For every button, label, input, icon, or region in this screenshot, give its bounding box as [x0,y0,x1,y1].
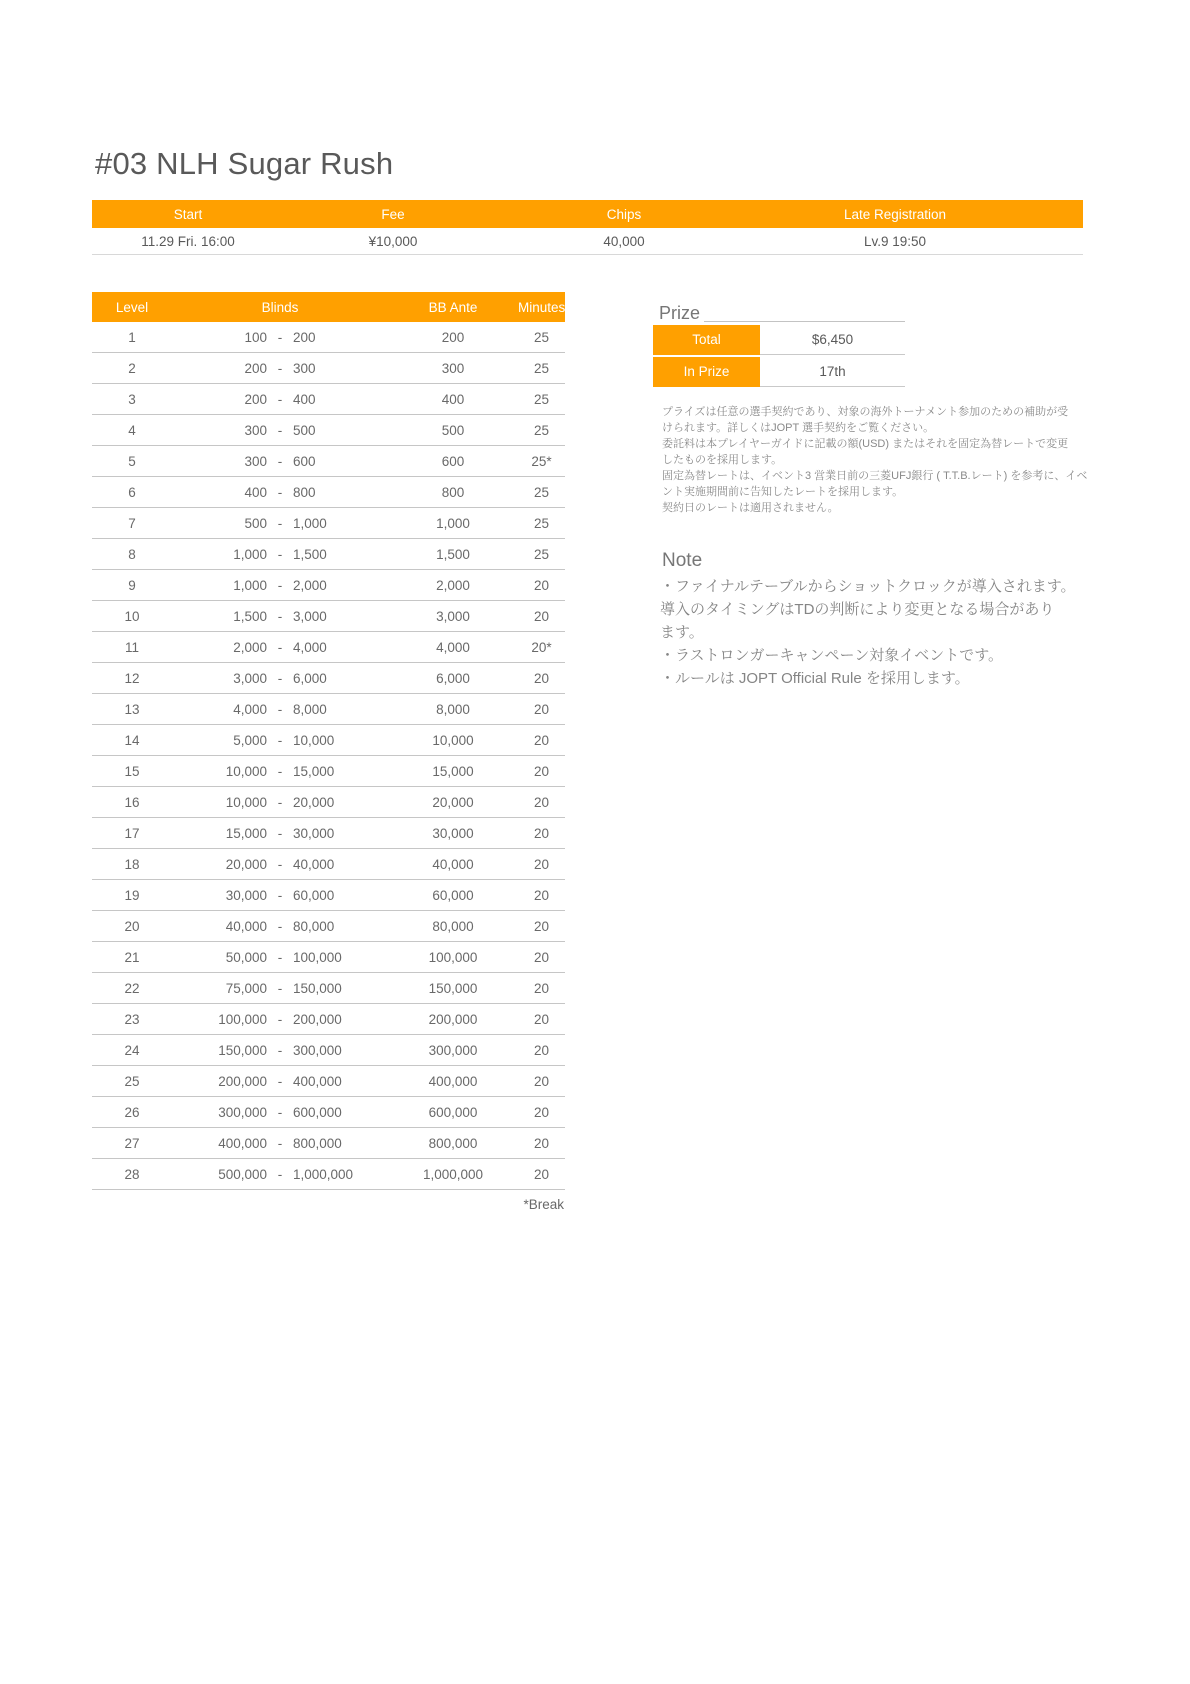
big-blind-cell: 3,000 [293,608,327,624]
bb-ante-cell: 150,000 [428,980,478,996]
blinds-row [92,1159,565,1190]
blind-dash: - [277,1073,283,1089]
bb-ante-cell: 500 [441,422,465,438]
note-line: ・ラストロンガーキャンペーン対象イベントです。 [660,647,1004,664]
small-blind-cell: 300 [244,422,267,438]
prize-fine-print-line: 委託料は本プレイヤーガイドに記載の額(USD) またはそれを固定為替レートで変更 [662,438,1069,450]
info-header-fee: Fee [381,206,405,222]
small-blind-cell: 200 [244,360,267,376]
big-blind-cell: 1,000 [293,515,327,531]
prize-fine-print [662,404,1088,516]
note-line: ・ファイナルテーブルからショットクロックが導入されます。 [660,578,1076,595]
small-blind-cell: 500 [244,515,267,531]
big-blind-cell: 200,000 [293,1011,342,1027]
blinds-row [92,1097,565,1128]
level-cell: 5 [128,453,136,469]
blinds-row [92,694,565,725]
minutes-cell: 20 [533,577,550,593]
big-blind-cell: 8,000 [293,701,327,717]
small-blind-cell: 75,000 [225,980,267,996]
prize-fine-print-line: けられます。詳しくはJOPT 選手契約をご覧ください。 [662,422,935,434]
big-blind-cell: 100,000 [293,949,342,965]
minutes-cell: 20 [533,670,550,686]
prize-heading-rule [704,321,905,322]
event-info-table [92,200,1083,255]
bb-ante-cell: 80,000 [432,918,474,934]
minutes-cell: 20 [533,825,550,841]
bb-ante-cell: 3,000 [436,608,470,624]
minutes-cell: 20 [533,763,550,779]
level-cell: 25 [124,1073,140,1089]
prize-fine-print-line: 契約日のレートは適用されません。 [662,502,839,514]
big-blind-cell: 150,000 [293,980,342,996]
minutes-cell: 25* [531,453,552,469]
small-blind-cell: 150,000 [218,1042,267,1058]
bb-ante-cell: 100,000 [428,949,478,965]
blinds-row [92,973,565,1004]
bb-ante-cell: 10,000 [432,732,474,748]
blinds-row [92,384,565,415]
bb-ante-cell: 20,000 [432,794,474,810]
blinds-row [92,725,565,756]
bb-ante-cell: 400,000 [428,1073,478,1089]
bb-ante-cell: 600,000 [428,1104,478,1120]
bb-ante-cell: 200 [441,329,465,345]
prize-heading: Prize [659,303,701,323]
minutes-cell: 20 [533,1104,550,1120]
blinds-row [92,849,565,880]
small-blind-cell: 10,000 [225,763,267,779]
prize-row-label: In Prize [653,357,760,387]
note-section [660,549,1085,690]
info-header-late-registration: Late Registration [843,206,947,222]
small-blind-cell: 500,000 [218,1166,267,1182]
level-cell: 24 [124,1042,140,1058]
level-cell: 28 [124,1166,140,1182]
minutes-cell: 20 [533,887,550,903]
minutes-cell: 25 [533,329,550,345]
level-cell: 21 [124,949,140,965]
blinds-row [92,756,565,787]
prize-fine-print-line: プライズは任意の選手契約であり、対象の海外トーナメント参加のための補助が受 [662,406,1069,418]
blind-dash: - [277,701,283,717]
minutes-cell: 20 [533,1011,550,1027]
minutes-cell: 20 [533,918,550,934]
blind-dash: - [277,918,283,934]
blinds-header-row [92,292,565,322]
blinds-row [92,539,565,570]
blinds-row [92,663,565,694]
level-cell: 1 [128,329,136,345]
blinds-row [92,415,565,446]
level-cell: 27 [124,1135,140,1151]
blinds-row [92,880,565,911]
info-value-chips: 40,000 [603,233,645,249]
blinds-header-bb-ante: BB Ante [428,299,478,315]
minutes-cell: 25 [533,515,550,531]
big-blind-cell: 400,000 [293,1073,342,1089]
level-cell: 8 [128,546,136,562]
big-blind-cell: 10,000 [293,732,335,748]
blinds-row [92,1066,565,1097]
note-lines [660,575,1085,690]
bb-ante-cell: 6,000 [436,670,470,686]
big-blind-cell: 500 [293,422,316,438]
blind-dash: - [277,329,283,345]
small-blind-cell: 1,000 [233,546,267,562]
info-value-start: 11.29 Fri. 16:00 [141,233,235,249]
prize-fine-print-line: したものを採用します。 [662,454,783,466]
minutes-cell: 20 [533,608,550,624]
small-blind-cell: 4,000 [233,701,267,717]
small-blind-cell: 40,000 [225,918,267,934]
blind-dash: - [277,1011,283,1027]
small-blind-cell: 20,000 [225,856,267,872]
bb-ante-cell: 1,000,000 [422,1166,484,1182]
bb-ante-cell: 800 [441,484,465,500]
blinds-row [92,632,565,663]
info-header-chips: Chips [606,206,642,222]
blind-dash: - [277,980,283,996]
big-blind-cell: 15,000 [293,763,335,779]
small-blind-cell: 3,000 [233,670,267,686]
blind-dash: - [277,732,283,748]
blinds-row [92,322,565,353]
level-cell: 20 [124,918,140,934]
level-cell: 22 [124,980,140,996]
blind-dash: - [277,391,283,407]
bb-ante-cell: 1,000 [436,515,470,531]
minutes-cell: 20 [533,856,550,872]
level-cell: 11 [124,639,139,655]
small-blind-cell: 30,000 [225,887,267,903]
level-cell: 18 [124,856,140,872]
bb-ante-cell: 800,000 [428,1135,478,1151]
small-blind-cell: 10,000 [225,794,267,810]
small-blind-cell: 5,000 [233,732,267,748]
big-blind-cell: 800,000 [293,1135,342,1151]
blinds-row [92,942,565,973]
bb-ante-cell: 8,000 [436,701,470,717]
big-blind-cell: 600 [293,453,316,469]
blind-dash: - [277,639,283,655]
level-cell: 9 [128,577,136,593]
small-blind-cell: 2,000 [233,639,267,655]
blinds-row [92,1128,565,1159]
blinds-row [92,446,565,477]
blind-dash: - [277,670,283,686]
minutes-cell: 20 [533,732,550,748]
blinds-structure-table [92,292,565,1212]
event-info-header-row [92,200,1083,228]
bb-ante-cell: 30,000 [432,825,474,841]
note-line: ます。 [660,624,704,641]
note-line: ・ルールは JOPT Official Rule を採用します。 [660,670,970,687]
big-blind-cell: 60,000 [293,887,335,903]
blinds-row [92,1035,565,1066]
blind-dash: - [277,1104,283,1120]
minutes-cell: 20 [533,980,550,996]
minutes-cell: 20 [533,1073,550,1089]
blinds-row [92,508,565,539]
prize-row [653,325,905,355]
level-cell: 3 [128,391,136,407]
prize-rows [653,325,905,387]
level-cell: 13 [124,701,140,717]
big-blind-cell: 80,000 [293,918,335,934]
big-blind-cell: 400 [293,391,316,407]
small-blind-cell: 1,000 [233,577,267,593]
bb-ante-cell: 1,500 [436,546,470,562]
blinds-row [92,477,565,508]
small-blind-cell: 15,000 [225,825,267,841]
blinds-row [92,787,565,818]
blind-dash: - [277,949,283,965]
blinds-header-blinds: Blinds [261,299,299,315]
blind-dash: - [277,422,283,438]
prize-row-value: $6,450 [760,325,905,355]
minutes-cell: 25 [533,484,550,500]
minutes-cell: 25 [533,360,550,376]
big-blind-cell: 1,000,000 [293,1166,354,1182]
level-cell: 17 [124,825,140,841]
big-blind-cell: 2,000 [293,577,327,593]
blind-dash: - [277,515,283,531]
level-cell: 16 [124,794,140,810]
level-cell: 14 [124,732,140,748]
prize-section [653,303,905,387]
blind-dash: - [277,1042,283,1058]
minutes-cell: 25 [533,546,550,562]
big-blind-cell: 20,000 [293,794,335,810]
minutes-cell: 20 [533,1042,550,1058]
level-cell: 4 [128,422,136,438]
blinds-rows [92,322,565,1190]
level-cell: 12 [124,670,140,686]
level-cell: 6 [128,484,136,500]
page-title: #03 NLH Sugar Rush [95,146,394,181]
blind-dash: - [277,1135,283,1151]
big-blind-cell: 600,000 [293,1104,342,1120]
big-blind-cell: 6,000 [293,670,327,686]
big-blind-cell: 4,000 [293,639,327,655]
small-blind-cell: 400 [244,484,267,500]
blind-dash: - [277,856,283,872]
blind-dash: - [277,608,283,624]
big-blind-cell: 200 [293,329,316,345]
level-cell: 10 [124,608,140,624]
level-cell: 15 [124,763,140,779]
blind-dash: - [277,763,283,779]
prize-heading-row [653,303,905,323]
blinds-row [92,601,565,632]
bb-ante-cell: 200,000 [428,1011,478,1027]
bb-ante-cell: 300 [441,360,465,376]
minutes-cell: 20 [533,1135,550,1151]
bb-ante-cell: 40,000 [432,856,474,872]
prize-fine-print-line: ント実施期間前に告知したレートを採用します。 [662,486,904,498]
blind-dash: - [277,1166,283,1182]
blinds-header-level: Level [115,299,149,315]
break-footnote: *Break [523,1197,564,1212]
minutes-cell: 25 [533,391,550,407]
bb-ante-cell: 400 [441,391,465,407]
level-cell: 19 [124,887,140,903]
big-blind-cell: 800 [293,484,316,500]
big-blind-cell: 30,000 [293,825,335,841]
blind-dash: - [277,887,283,903]
blinds-row [92,911,565,942]
blinds-header-minutes: Minutes [518,299,566,315]
event-info-values-row [92,228,1083,255]
small-blind-cell: 400,000 [218,1135,267,1151]
small-blind-cell: 300 [244,453,267,469]
blinds-row [92,818,565,849]
minutes-cell: 20 [533,949,550,965]
bb-ante-cell: 60,000 [432,887,474,903]
minutes-cell: 25 [533,422,550,438]
info-header-start: Start [173,206,203,222]
small-blind-cell: 50,000 [225,949,267,965]
big-blind-cell: 300,000 [293,1042,342,1058]
small-blind-cell: 100,000 [218,1011,267,1027]
prize-row [653,357,905,387]
small-blind-cell: 1,500 [233,608,267,624]
bb-ante-cell: 15,000 [432,763,474,779]
big-blind-cell: 40,000 [293,856,335,872]
bb-ante-cell: 4,000 [436,639,470,655]
minutes-cell: 20 [533,701,550,717]
bb-ante-cell: 600 [441,453,465,469]
blind-dash: - [277,825,283,841]
minutes-cell: 20 [533,794,550,810]
blind-dash: - [277,577,283,593]
minutes-cell: 20 [533,1166,550,1182]
info-value-fee: ¥10,000 [368,233,418,249]
level-cell: 7 [128,515,136,531]
bb-ante-cell: 2,000 [436,577,470,593]
note-line: 導入のタイミングはTDの判断により変更となる場合があり [660,601,1055,618]
big-blind-cell: 1,500 [293,546,327,562]
blinds-row [92,570,565,601]
prize-row-label: Total [653,325,760,355]
note-heading: Note [662,550,703,571]
small-blind-cell: 300,000 [218,1104,267,1120]
blind-dash: - [277,360,283,376]
small-blind-cell: 200,000 [218,1073,267,1089]
small-blind-cell: 200 [244,391,267,407]
blind-dash: - [277,484,283,500]
blinds-row [92,1004,565,1035]
blind-dash: - [277,794,283,810]
level-cell: 2 [128,360,136,376]
bb-ante-cell: 300,000 [428,1042,478,1058]
info-value-late-registration: Lv.9 19:50 [863,233,927,249]
prize-fine-print-line: 固定為替レートは、イベント3 営業日前の三菱UFJ銀行 ( T.T.B.レート) を参考に、イベ [662,470,1088,482]
blind-dash: - [277,546,283,562]
small-blind-cell: 100 [244,329,267,345]
level-cell: 26 [124,1104,140,1120]
blinds-row [92,353,565,384]
level-cell: 23 [124,1011,140,1027]
big-blind-cell: 300 [293,360,316,376]
blind-dash: - [277,453,283,469]
minutes-cell: 20* [531,639,552,655]
prize-row-value: 17th [760,357,905,387]
